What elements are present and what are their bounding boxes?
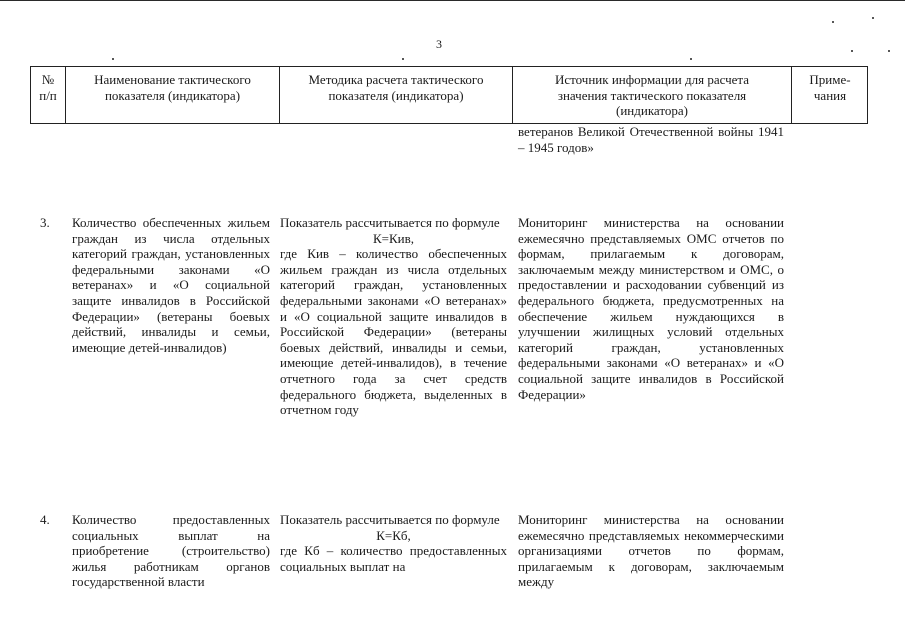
header-method-column: Методика расчета тактического показателя (индикатора) [308, 72, 484, 103]
page-number: 3 [436, 37, 442, 51]
scan-speck [690, 58, 692, 60]
method-intro: Показатель рассчитывается по формуле [280, 512, 500, 527]
indicator-name: Количество обеспеченных жильем граждан из числа отдельных категорий граждан, установленных федеральными законами «О ветеранах» и «О социальной защите инвалидов в Российской Федерации» (ветераны боевых действий, инвалиды и семьи, имеющие детей-инвалидов) [72, 215, 270, 355]
formula: К=Кив, [372, 230, 415, 246]
page-top-edge [0, 0, 905, 1]
information-source: Мониторинг министерства на основании ежемесячно представляемых ОМС отчетов по формам, прилагаемым к договорам, заключаемым между министерством и ОМС, о предоставлении и расходовании субвенций из федерального бюджета, предусмотренных на обеспечение жильем нуждающихся в улучшении жилищных условий отдельных категорий граждан, установленных федеральными законами «О ветеранах» и «О социальной защите инвалидов в Российской Федерации» [518, 215, 784, 402]
method-description: где Кив – количество обеспеченных жильем граждан из числа отдельных категорий граждан, установленных федеральными законами «О ветеранах» и «О социальной защите инвалидов в Российской Федерации» (ветераны боевых действий, инвалиды и семьи, имеющие детей-инвалидов), в течение отчетного года за счет средств федерального бюджета, выделенных в отчетном году [280, 246, 507, 418]
row-number: 4. [40, 512, 50, 527]
calculation-method [280, 512, 507, 574]
method-description: где Кб – количество предоставленных социальных выплат на [280, 543, 507, 574]
header-source-column: Источник информации для расчета значения тактического показателя (индикатора) [554, 72, 750, 118]
continuation-source-text: ветеранов Великой Отечественной войны 1941 – 1945 годов» [518, 124, 784, 155]
scan-speck [112, 58, 114, 60]
scan-speck [851, 50, 853, 52]
indicator-name: Количество предоставленных социальных выплат на приобретение (строительство) жилья работникам органов государственной власти [72, 512, 270, 590]
scan-speck [402, 58, 404, 60]
scan-speck [888, 50, 890, 52]
method-intro: Показатель рассчитывается по формуле [280, 215, 500, 230]
scan-speck [872, 17, 874, 19]
scan-speck [832, 21, 834, 23]
header-name-column: Наименование тактического показателя (индикатора) [94, 72, 251, 103]
information-source: Мониторинг министерства на основании ежемесячно представляемых некоммерческими организациями отчетов по формам, прилагаемым к договорам, заключаемым между [518, 512, 784, 590]
header-number-column: № п/п [39, 72, 57, 103]
table-header [30, 66, 868, 124]
header-notes-column: Приме- чания [809, 72, 851, 103]
row-number: 3. [40, 215, 50, 230]
formula: К=Кб, [376, 527, 411, 543]
calculation-method [280, 215, 507, 418]
